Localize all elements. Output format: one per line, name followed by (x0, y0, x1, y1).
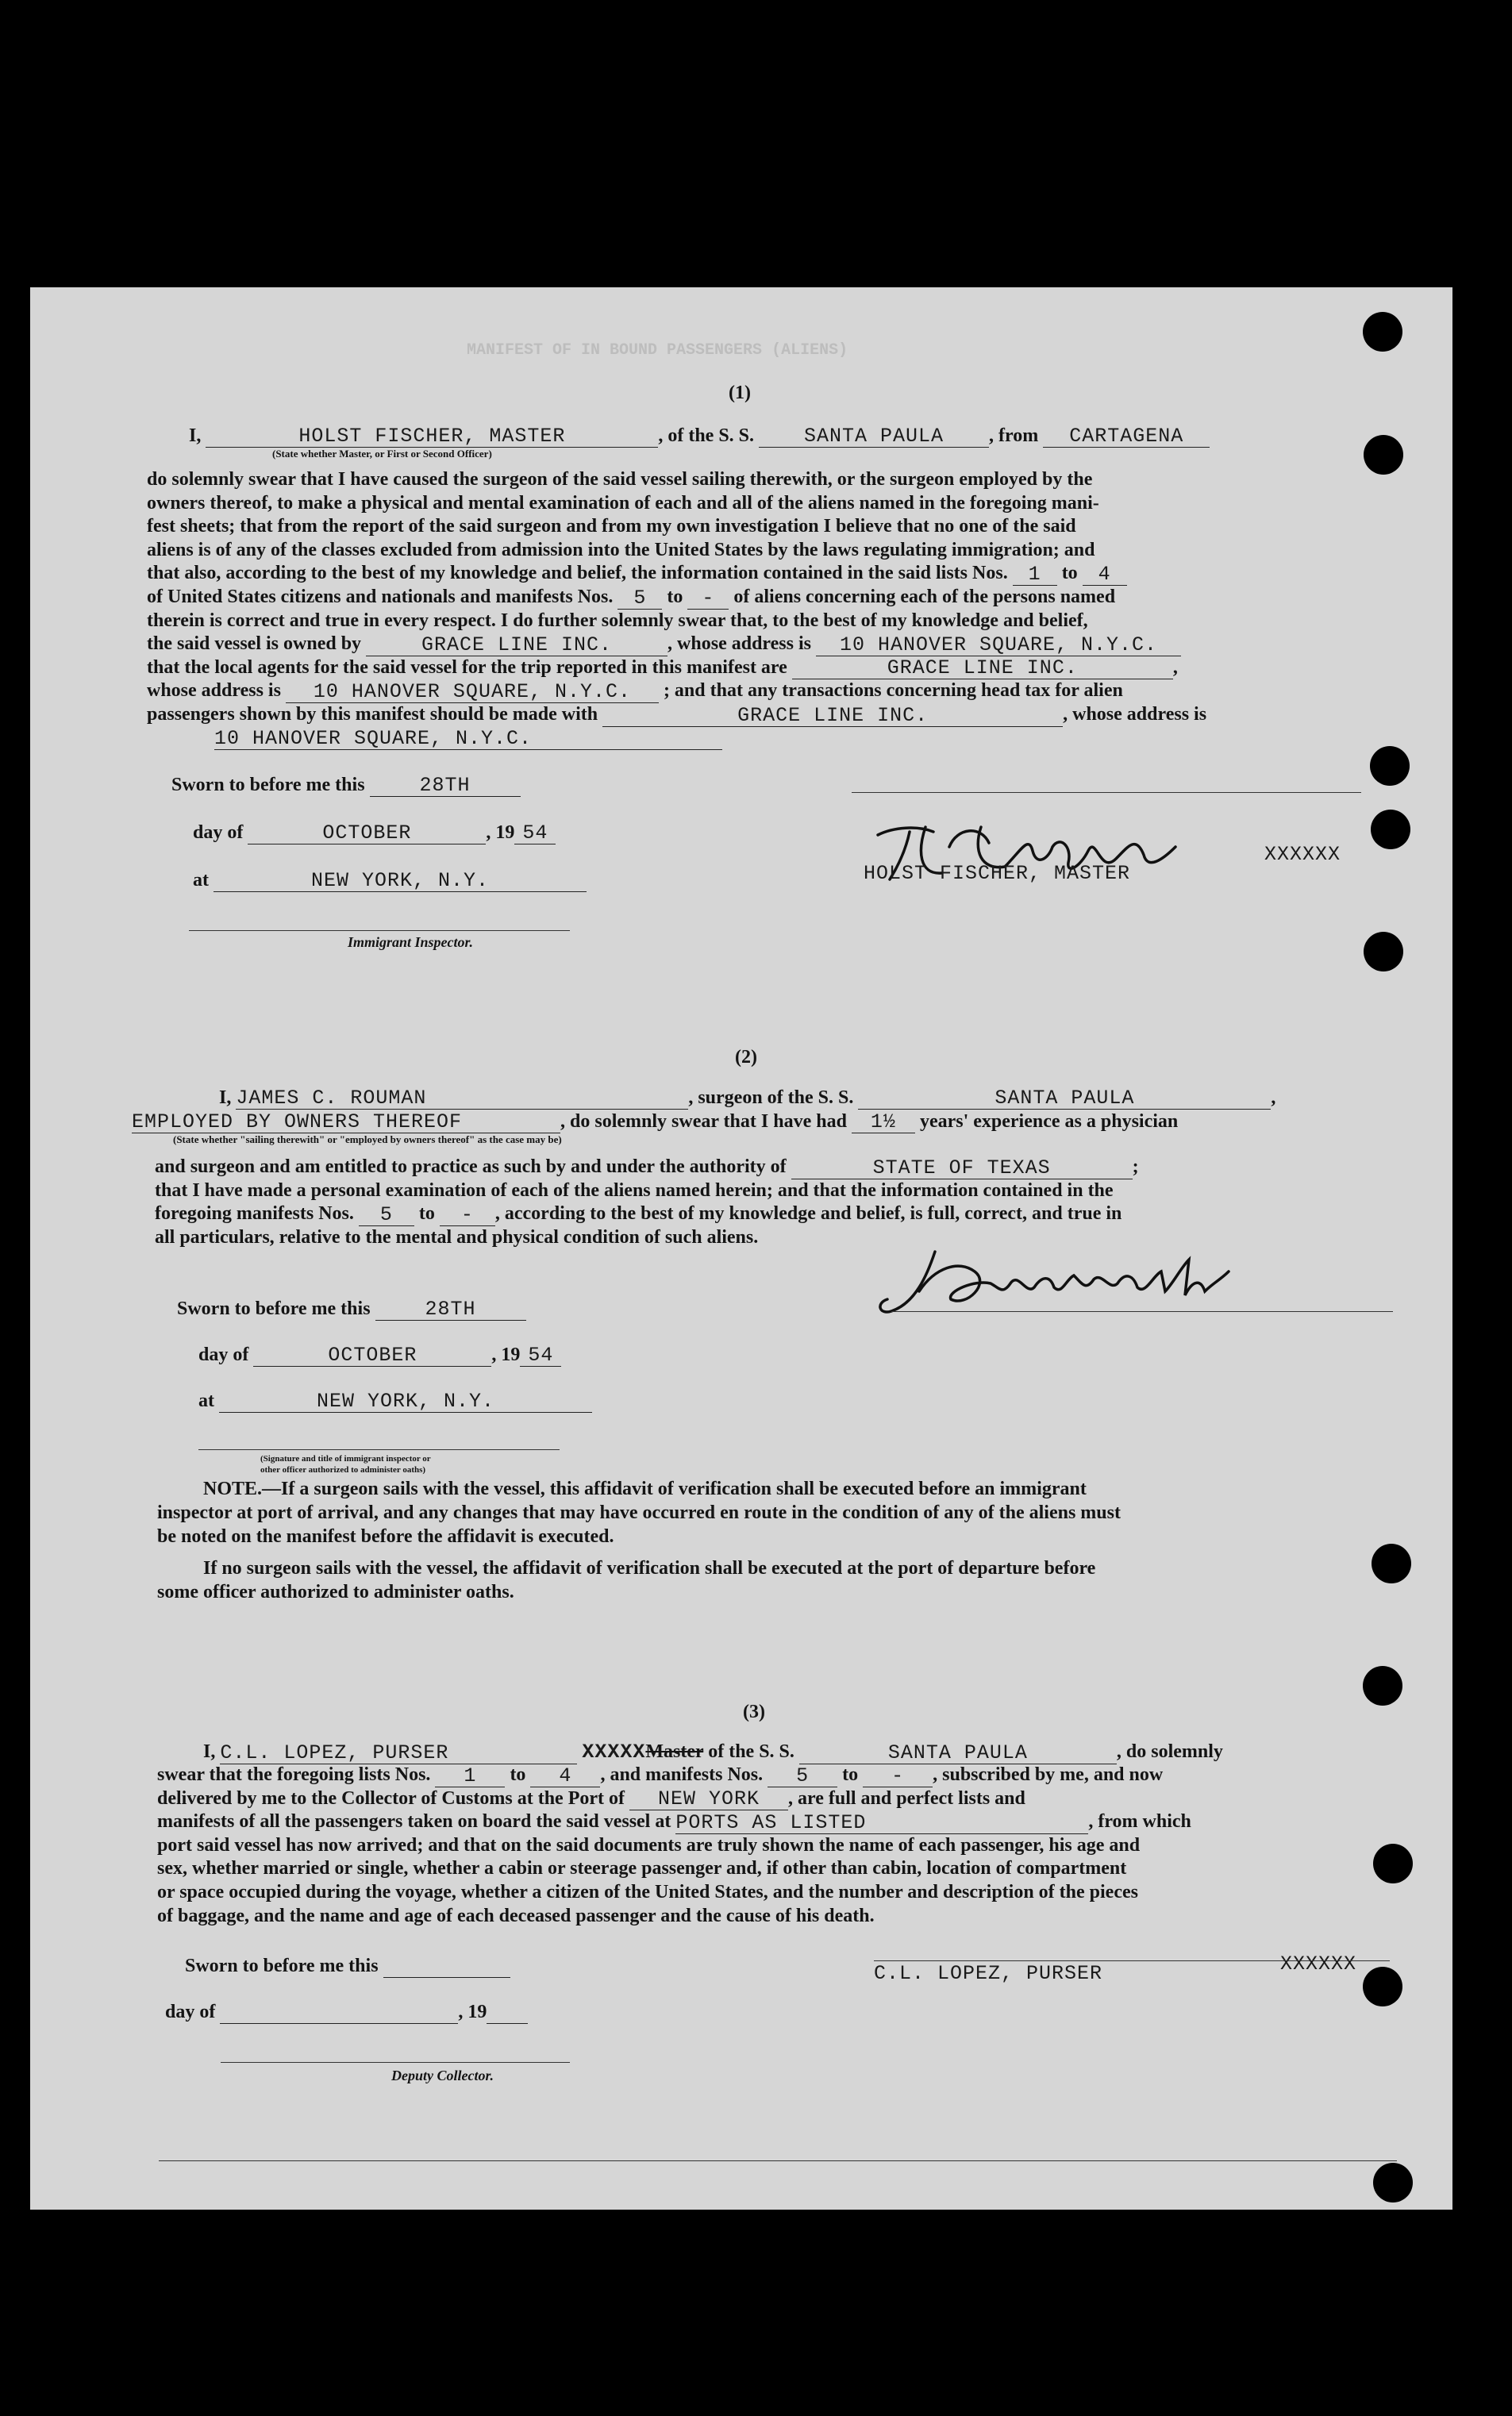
employment-field: EMPLOYED BY OWNERS THEREOF (132, 1112, 560, 1133)
owner-address-field: 10 HANOVER SQUARE, N.Y.C. (816, 635, 1181, 656)
sec2-month-field: OCTOBER (253, 1345, 491, 1367)
purser-name-field: C.L. LOPEZ, PURSER (220, 1743, 577, 1764)
sec3-sworn-line: Sworn to before me this (185, 1954, 510, 1978)
sec2-at-line: at NEW YORK, N.Y. (198, 1389, 592, 1413)
sec1-oath-paragraph: do solemnly swear that I have caused the surgeon of the said vessel sailing therewith, or the surgeon employed by the owners thereof, to make a physical and mental examination of each and all of the aliens named in the foregoing mani- fest sheets; that from the report of the said surgeon and from my own investigation I believe that no one of the said aliens is of any of the classes excluded from admission into the United States by the laws regulating immigration; and that also, according to the best of my knowledge and belief, the information contained in the said lists Nos. 1 to 4 of United States citizens and nationals and manifests Nos. 5 to - of aliens concerning each of the persons named therein is correct and true in every respect. I do further solemnly swear that, to the best of my knowledge and belief, the said vessel is owned by GRACE LINE INC. , whose address is 10 HANOVER SQUARE, N.Y.C. that the local agents for the said vessel for the trip reported in this manifest are GRACE LINE INC. , whose address is 10 HANOVER SQUARE, N.Y.C. ; and that any transactions concerning head tax for alien passengers shown by this manifest should be made with GRACE LINE INC. , whose address is 10 HANOVER SQUARE, N.Y.C. (147, 469, 1207, 751)
sec1-place-field: NEW YORK, N.Y. (214, 871, 587, 892)
sec3-day-of-line: day of , 19 (165, 2000, 528, 2024)
sec2-day-of-line: day of OCTOBER , 19 54 (198, 1343, 561, 1367)
lists-to-field: 4 (1083, 564, 1127, 586)
master-name-field: HOLST FISCHER, MASTER (206, 426, 658, 448)
arrival-port-field: NEW YORK (629, 1789, 788, 1810)
owner-field: GRACE LINE INC. (366, 635, 668, 656)
binder-hole (1373, 1844, 1413, 1883)
sec1-at-line: at NEW YORK, N.Y. (193, 868, 587, 892)
immigrant-inspector-caption: Immigrant Inspector. (348, 934, 474, 950)
binder-hole (1364, 932, 1403, 971)
sec3-lists-to-field: 4 (530, 1766, 600, 1787)
tax-agent-address-field: 10 HANOVER SQUARE, N.Y.C. (214, 729, 722, 750)
manifests-to-field: - (687, 588, 729, 610)
bottom-rule (159, 2160, 1397, 2161)
binder-hole (1363, 312, 1402, 352)
sec1-line-1: I, HOLST FISCHER, MASTER , of the S. S. SANTA PAULA , from CARTAGENA (189, 424, 1210, 448)
sec3-oath-paragraph: swear that the foregoing lists Nos. 1 to 4 , and manifests Nos. 5 to - , subscribed by me, and now delivered by me to the Collector of Customs at the Port of NEW YORK , are full and perfect lists and manifests of all the passengers taken on board the said vessel at PORTS AS LISTED , from which port said vessel has now arrived; and that on the said documents are truly shown the name of each passenger, his age and sex, whether married or single, whether a cabin or steerage passenger and, if other than cabin, location of compartment or space occupied during the voyage, whether a citizen of the United States, and the number and description of the pieces of baggage, and the name and age of each deceased passenger and the cause of his death. (157, 1764, 1191, 1926)
manifests-from-field: 5 (617, 588, 662, 610)
sec3-year-field (487, 2002, 528, 2024)
section-2-number: (2) (735, 1047, 757, 1068)
faint-header: MANIFEST OF IN BOUND PASSENGERS (ALIENS) (467, 341, 848, 360)
sec3-sworn-day-field (383, 1956, 510, 1978)
sec1-day-of-line: day of OCTOBER , 19 54 (193, 821, 556, 844)
years-experience-field: 1½ (852, 1112, 915, 1133)
sec1-year-field: 54 (514, 823, 556, 844)
struck-master-word: XXXXX (582, 1741, 646, 1764)
lists-from-field: 1 (1013, 564, 1057, 586)
officer-caption-2: other officer authorized to administer oaths) (260, 1465, 426, 1475)
sec2-ship-field: SANTA PAULA (858, 1088, 1271, 1110)
sec3-lists-from-field: 1 (435, 1766, 505, 1787)
section-3-number: (3) (743, 1702, 765, 1722)
sec2-officer-signature-line (198, 1449, 560, 1450)
sec3-month-field (220, 2002, 458, 2024)
sec2-manifests-from-field: 5 (359, 1205, 414, 1226)
sec3-manifests-to-field: - (863, 1766, 933, 1787)
embarkation-ports-field: PORTS AS LISTED (675, 1813, 1088, 1834)
purser-struck-title: XXXXXX (1280, 1952, 1357, 1976)
sec2-line-2: EMPLOYED BY OWNERS THEREOF , do solemnly swear that I have had 1½ years' experience as a physician (132, 1110, 1179, 1133)
employment-caption: (State whether "sailing therewith" or "employed by owners thereof" as the case may be) (173, 1133, 562, 1145)
agent-field: GRACE LINE INC. (792, 658, 1173, 679)
ship-name-field: SANTA PAULA (759, 426, 989, 448)
tax-agent-field: GRACE LINE INC. (602, 706, 1063, 727)
sec3-manifests-from-field: 5 (768, 1766, 837, 1787)
master-caption: (State whether Master, or First or Second Officer) (272, 448, 492, 460)
binder-hole (1371, 810, 1410, 849)
binder-hole (1372, 1544, 1411, 1583)
master-struck-title: XXXXXX (1264, 843, 1341, 866)
binder-hole (1363, 1967, 1402, 2006)
officer-caption-1: (Signature and title of immigrant inspector or (260, 1454, 431, 1464)
master-signer-name: HOLST FISCHER, MASTER (864, 862, 1131, 885)
sec2-sworn-day-field: 28TH (375, 1299, 526, 1321)
purser-signer-name: C.L. LOPEZ, PURSER (874, 1962, 1103, 1985)
sec1-month-field: OCTOBER (248, 823, 486, 844)
sec1-sworn-line: Sworn to before me this 28TH (171, 773, 521, 797)
purser-signature-line (874, 1960, 1390, 1961)
authority-field: STATE OF TEXAS (791, 1158, 1133, 1179)
sec2-line-1: I, JAMES C. ROUMAN , surgeon of the S. S. SANTA PAULA , (219, 1087, 1276, 1110)
master-signature-top-line (852, 792, 1361, 793)
note-paragraph-cont: inspector at port of arrival, and any changes that may have occurred en route in the condition of any of the aliens must be noted on the manifest before the affidavit is executed. (157, 1502, 1121, 1547)
binder-hole (1364, 2246, 1403, 2286)
deputy-collector-caption: Deputy Collector. (391, 2068, 494, 2083)
sec2-year-field: 54 (520, 1345, 561, 1367)
collector-signature-line (221, 2062, 570, 2063)
note-paragraph-2-cont: some officer authorized to administer oaths. (157, 1582, 514, 1602)
note-paragraph: NOTE.—If a surgeon sails with the vessel, this affidavit of verification shall be executed before an immigrant (203, 1479, 1087, 1499)
section-1-number: (1) (729, 383, 751, 403)
binder-hole (1370, 746, 1410, 786)
agent-address-field: 10 HANOVER SQUARE, N.Y.C. (286, 682, 659, 703)
departure-port-field: CARTAGENA (1043, 426, 1210, 448)
sec3-ship-field: SANTA PAULA (799, 1743, 1117, 1764)
sec1-inspector-signature-line (189, 930, 570, 931)
binder-hole (1364, 435, 1403, 475)
sec2-place-field: NEW YORK, N.Y. (219, 1391, 592, 1413)
sec1-sworn-day-field: 28TH (370, 775, 521, 797)
sec2-oath-paragraph: and surgeon and am entitled to practice as such by and under the authority of STATE OF TEXAS ; that I have made a personal examination of each of the aliens named herein; and that the information contained in the foregoing manifests Nos. 5 to - , according to the best of my knowledge and belief, is full, correct, and true in all particulars, relative to the mental and physical condition of such aliens. (155, 1156, 1139, 1248)
sec2-sworn-line: Sworn to before me this 28TH (177, 1297, 526, 1321)
binder-hole (1363, 1666, 1402, 1706)
surgeon-signature (871, 1236, 1348, 1331)
manifest-sheet (30, 287, 1452, 2210)
surgeon-name-field: JAMES C. ROUMAN (236, 1088, 688, 1110)
note-paragraph-2: If no surgeon sails with the vessel, the affidavit of verification shall be executed at the port of departure before (203, 1558, 1096, 1579)
surgeon-signature-line (891, 1311, 1393, 1312)
binder-hole (1373, 2163, 1413, 2202)
sec3-line-1: I, C.L. LOPEZ, PURSER XXXXXMaster of the S. S. SANTA PAULA , do solemnly (203, 1741, 1223, 1764)
sec2-manifests-to-field: - (440, 1205, 495, 1226)
